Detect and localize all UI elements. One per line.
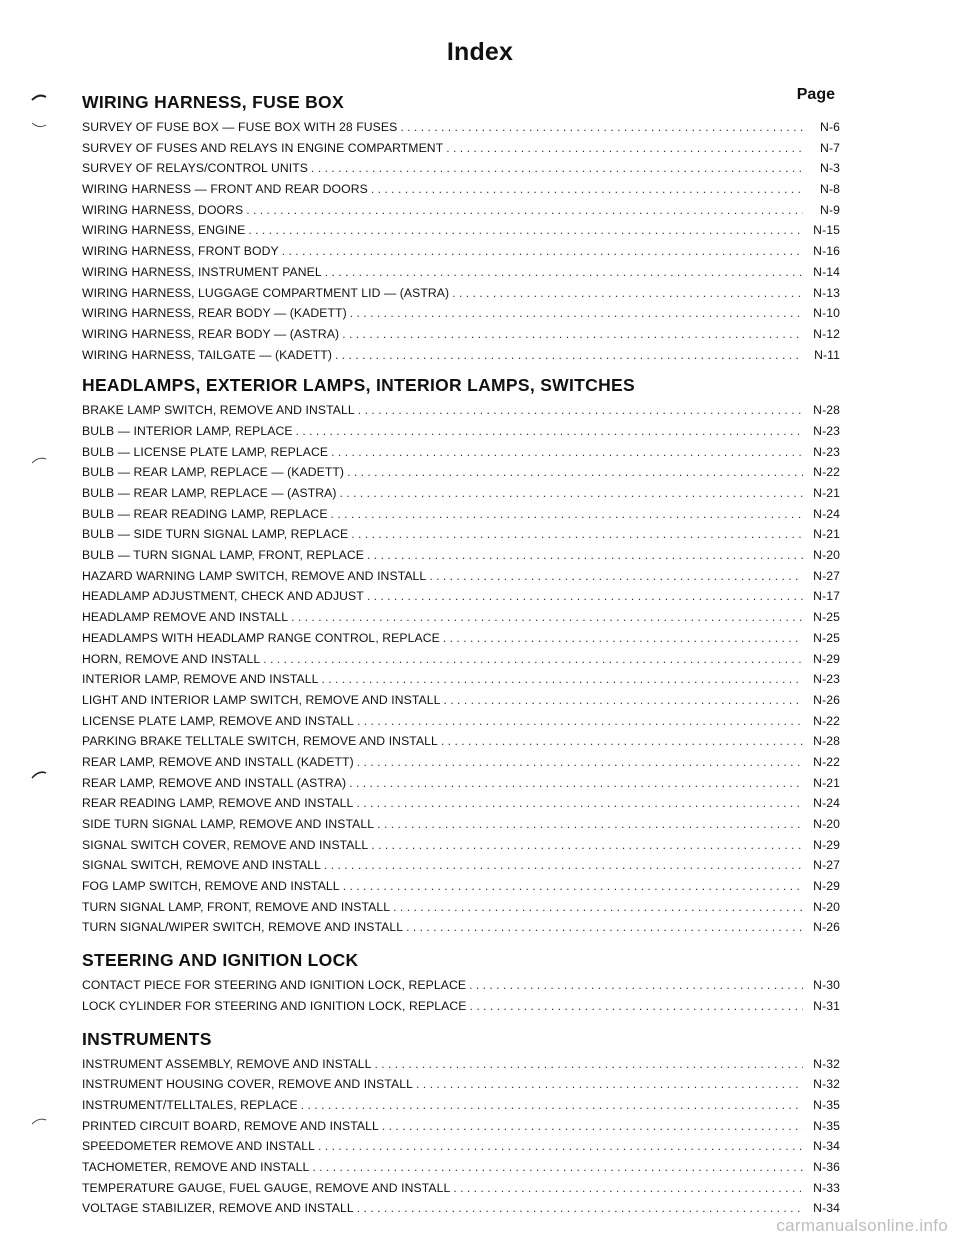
index-entry[interactable] [82,586,840,607]
dot-leader [382,1116,803,1137]
entry-title: BULB — INTERIOR LAMP, REPLACE [82,423,293,438]
entry-page-number: N-29 [813,651,840,666]
dot-leader [301,1095,803,1116]
entry-page-number: N-3 [820,161,840,176]
index-entry[interactable] [82,345,840,366]
index-entry[interactable] [82,545,840,566]
index-entry[interactable] [82,241,840,262]
entry-title: SURVEY OF FUSES AND RELAYS IN ENGINE COMPARTMENT [82,140,444,155]
entry-page-number: N-36 [813,1159,840,1174]
dot-leader [371,835,803,856]
index-entry[interactable] [82,303,840,324]
binder-mark-icon [30,768,50,778]
dot-leader [393,897,803,918]
entry-title: HORN, REMOVE AND INSTALL [82,651,261,666]
entry-page-number: N-34 [813,1201,840,1216]
entry-page-number: N-23 [813,423,840,438]
dot-leader [443,628,803,649]
entry-title: WIRING HARNESS, REAR BODY — (KADETT) [82,306,347,321]
entry-page-number: N-24 [813,796,840,811]
entry-title: WIRING HARNESS, FRONT BODY [82,244,279,259]
entry-title: TURN SIGNAL/WIPER SWITCH, REMOVE AND INSTALL [82,920,404,935]
entry-title: HAZARD WARNING LAMP SWITCH, REMOVE AND INSTALL [82,568,427,583]
dot-leader [356,793,803,814]
index-entry[interactable] [82,996,840,1017]
index-entry[interactable] [82,1178,840,1199]
entry-page-number: N-34 [813,1139,840,1154]
index-entry[interactable] [82,731,840,752]
entry-page-number: N-25 [813,610,840,625]
entry-title: INSTRUMENT HOUSING COVER, REMOVE AND INSTALL [82,1077,414,1092]
index-entry[interactable] [82,262,840,283]
index-entry[interactable] [82,524,840,545]
entry-page-number: N-27 [813,858,840,873]
dot-leader [416,1074,803,1095]
index-entry[interactable] [82,220,840,241]
dot-leader [441,731,803,752]
dot-leader [331,504,803,525]
entry-title: PARKING BRAKE TELLTALE SWITCH, REMOVE AND INSTALL [82,734,438,749]
dot-leader [318,1136,803,1157]
entry-page-number: N-30 [813,978,840,993]
dot-leader [347,462,803,483]
index-section [82,88,840,365]
entry-page-number: N-8 [820,182,840,197]
index-section [82,365,840,938]
entry-title: SURVEY OF RELAYS/CONTROL UNITS [82,161,309,176]
index-entry[interactable] [82,442,840,463]
entry-page-number: N-35 [813,1097,840,1112]
index-entry[interactable] [82,917,840,938]
dot-leader [350,303,803,324]
entry-page-number: N-26 [813,692,840,707]
entry-page-number: N-25 [813,630,840,645]
entry-list [82,1054,840,1220]
dot-leader [343,876,803,897]
index-section [82,938,840,1016]
index-entry[interactable] [82,504,840,525]
dot-leader [469,975,803,996]
dot-leader [291,607,803,628]
entry-title: WIRING HARNESS, ENGINE [82,223,246,238]
entry-title: LOCK CYLINDER FOR STEERING AND IGNITION LOCK, REPLACE [82,998,467,1013]
entry-page-number: N-24 [813,506,840,521]
entry-page-number: N-16 [813,244,840,259]
entry-page-number: N-22 [813,754,840,769]
entry-page-number: N-32 [813,1077,840,1092]
entry-title: BULB — REAR LAMP, REPLACE — (ASTRA) [82,486,337,500]
dot-leader [296,421,803,442]
dot-leader [367,545,803,566]
index-entry[interactable] [82,421,840,442]
dot-leader [324,855,803,876]
index-entry[interactable] [82,835,840,856]
index-entry[interactable] [82,283,840,304]
index-entry[interactable] [82,400,840,421]
index-entry[interactable] [82,1198,840,1219]
index-entry[interactable] [82,897,840,918]
entry-title: WIRING HARNESS — FRONT AND REAR DOORS [82,182,368,197]
section-heading: HEADLAMPS, EXTERIOR LAMPS, INTERIOR LAMPS, SWITCHES [82,375,635,396]
dot-leader [248,220,803,241]
section-heading: STEERING AND IGNITION LOCK [82,950,359,971]
index-entry[interactable] [82,975,840,996]
dot-leader [349,773,803,794]
entry-page-number: N-23 [813,672,840,687]
index-entry[interactable] [82,649,840,670]
index-entry[interactable] [82,117,840,138]
entry-page-number: N-28 [813,403,840,418]
entry-page-number: N-20 [813,548,840,563]
entry-list [82,400,840,938]
entry-page-number: N-10 [813,306,840,321]
entry-page-number: N-11 [814,347,840,362]
entry-title: REAR READING LAMP, REMOVE AND INSTALL [82,796,354,811]
entry-title: BULB — TURN SIGNAL LAMP, FRONT, REPLACE [82,548,365,563]
entry-title: WIRING HARNESS, INSTRUMENT PANEL [82,264,322,279]
entry-page-number: N-21 [813,775,840,790]
entry-title: TEMPERATURE GAUGE, FUEL GAUGE, REMOVE AND INSTALL [82,1180,451,1195]
index-entry[interactable] [82,876,840,897]
entry-page-number: N-35 [813,1118,840,1133]
dot-leader [335,345,803,366]
watermark: carmanualsonline.info [776,1216,948,1235]
section-heading: INSTRUMENTS [82,1028,212,1049]
index-section [82,1017,840,1220]
dot-leader [357,752,803,773]
entry-title: BULB — REAR LAMP, REPLACE — (KADETT) [82,465,345,480]
entry-title: WIRING HARNESS, DOORS [82,202,244,217]
dot-leader [453,1178,803,1199]
index-entry[interactable] [82,814,840,835]
index-entry[interactable] [82,711,840,732]
dot-leader [282,241,803,262]
entry-page-number: N-17 [813,589,840,604]
section-heading: WIRING HARNESS, FUSE BOX [82,92,344,112]
dot-leader [322,669,804,690]
binder-mark-icon [30,455,50,465]
entry-title: HEADLAMP REMOVE AND INSTALL [82,610,289,625]
dot-leader [246,200,803,221]
entry-list [82,117,840,365]
index-entry[interactable] [82,607,840,628]
index-entry[interactable] [82,793,840,814]
entry-title: VOLTAGE STABILIZER, REMOVE AND INSTALL [82,1201,354,1216]
entry-title: CONTACT PIECE FOR STEERING AND IGNITION LOCK, REPLACE [82,978,467,993]
index-entry[interactable] [82,1157,840,1178]
index-sections [82,88,840,1219]
dot-leader [340,483,803,504]
index-entry[interactable] [82,324,840,345]
dot-leader [331,442,803,463]
entry-title: HEADLAMP ADJUSTMENT, CHECK AND ADJUST [82,589,364,604]
dot-leader [351,524,803,545]
index-entry[interactable] [82,773,840,794]
entry-page-number: N-26 [813,920,840,935]
index-entry[interactable] [82,1054,840,1075]
dot-leader [371,179,803,200]
entry-title: LICENSE PLATE LAMP, REMOVE AND INSTALL [82,713,355,728]
dot-leader [444,690,804,711]
entry-title: TACHOMETER, REMOVE AND INSTALL [82,1159,310,1174]
index-entry[interactable] [82,1074,840,1095]
index-entry[interactable] [82,566,840,587]
dot-leader [406,917,803,938]
entry-page-number: N-7 [820,140,840,155]
entry-page-number: N-12 [813,326,840,341]
dot-leader [325,262,803,283]
index-entry[interactable] [82,1136,840,1157]
dot-leader [446,138,803,159]
entry-title: TURN SIGNAL LAMP, FRONT, REMOVE AND INSTALL [82,899,391,914]
entry-page-number: N-21 [813,527,840,542]
entry-page-number: N-28 [813,734,840,749]
dot-leader [400,117,803,138]
index-entry[interactable] [82,690,840,711]
entry-title: INSTRUMENT ASSEMBLY, REMOVE AND INSTALL [82,1056,372,1071]
index-entry[interactable] [82,179,840,200]
entry-page-number: N-29 [813,837,840,852]
binder-mark-icon [30,1116,50,1126]
dot-leader [311,158,803,179]
entry-page-number: N-15 [813,223,840,238]
dot-leader [342,324,803,345]
entry-list [82,975,840,1016]
dot-leader [452,283,803,304]
entry-title: INTERIOR LAMP, REMOVE AND INSTALL [82,672,319,687]
entry-page-number: N-9 [820,202,840,217]
entry-page-number: N-22 [813,465,840,480]
entry-title: SIGNAL SWITCH COVER, REMOVE AND INSTALL [82,837,369,852]
entry-page-number: N-20 [813,817,840,831]
dot-leader [367,586,803,607]
entry-title: PRINTED CIRCUIT BOARD, REMOVE AND INSTALL [82,1118,379,1133]
dot-leader [357,711,803,732]
dot-leader [377,814,803,835]
entry-page-number: N-21 [813,486,840,500]
entry-page-number: N-20 [813,899,840,914]
index-entry[interactable] [82,1116,840,1137]
entry-page-number: N-6 [820,120,840,134]
entry-title: REAR LAMP, REMOVE AND INSTALL (ASTRA) [82,775,347,790]
dot-leader [374,1054,803,1075]
index-entry[interactable] [82,483,840,504]
entry-title: REAR LAMP, REMOVE AND INSTALL (KADETT) [82,754,354,769]
entry-title: WIRING HARNESS, LUGGAGE COMPARTMENT LID — (ASTRA) [82,285,450,300]
binder-mark-icon [30,92,50,102]
index-entry[interactable] [82,752,840,773]
index-entry[interactable] [82,855,840,876]
entry-page-number: N-14 [813,264,840,279]
index-entry[interactable] [82,462,840,483]
entry-title: INSTRUMENT/TELLTALES, REPLACE [82,1097,298,1112]
entry-title: SIDE TURN SIGNAL LAMP, REMOVE AND INSTALL [82,817,375,831]
index-entry[interactable] [82,628,840,649]
entry-title: BULB — REAR READING LAMP, REPLACE [82,506,328,521]
index-entry[interactable] [82,138,840,159]
index-entry[interactable] [82,669,840,690]
dot-leader [429,566,803,587]
entry-page-number: N-29 [813,879,840,894]
entry-page-number: N-27 [813,568,840,583]
page-title: Index [446,38,514,66]
entry-title: WIRING HARNESS, TAILGATE — (KADETT) [82,347,332,362]
entry-page-number: N-32 [813,1056,840,1071]
binder-mark-icon [30,120,50,130]
dot-leader [470,996,803,1017]
dot-leader [312,1157,803,1178]
entry-title: BULB — LICENSE PLATE LAMP, REPLACE [82,444,329,459]
page-column-label: Page [796,86,835,103]
index-entry[interactable] [82,158,840,179]
entry-page-number: N-13 [813,285,840,300]
index-entry[interactable] [82,200,840,221]
entry-title: SIGNAL SWITCH, REMOVE AND INSTALL [82,858,321,873]
entry-title: HEADLAMPS WITH HEADLAMP RANGE CONTROL, REPLACE [82,630,440,645]
dot-leader [263,649,803,670]
dot-leader [357,1198,803,1219]
entry-title: FOG LAMP SWITCH, REMOVE AND INSTALL [82,879,340,894]
entry-page-number: N-31 [813,998,840,1013]
entry-title: BRAKE LAMP SWITCH, REMOVE AND INSTALL [82,403,355,418]
entry-title: SURVEY OF FUSE BOX — FUSE BOX WITH 28 FUSES [82,120,398,134]
entry-title: BULB — SIDE TURN SIGNAL LAMP, REPLACE [82,527,349,542]
index-entry[interactable] [82,1095,840,1116]
entry-page-number: N-33 [813,1180,840,1195]
entry-title: WIRING HARNESS, REAR BODY — (ASTRA) [82,326,340,341]
entry-page-number: N-22 [813,713,840,728]
entry-page-number: N-23 [813,444,840,459]
dot-leader [358,400,803,421]
entry-title: SPEEDOMETER REMOVE AND INSTALL [82,1139,316,1154]
entry-title: LIGHT AND INTERIOR LAMP SWITCH, REMOVE AND INSTALL [82,692,441,707]
